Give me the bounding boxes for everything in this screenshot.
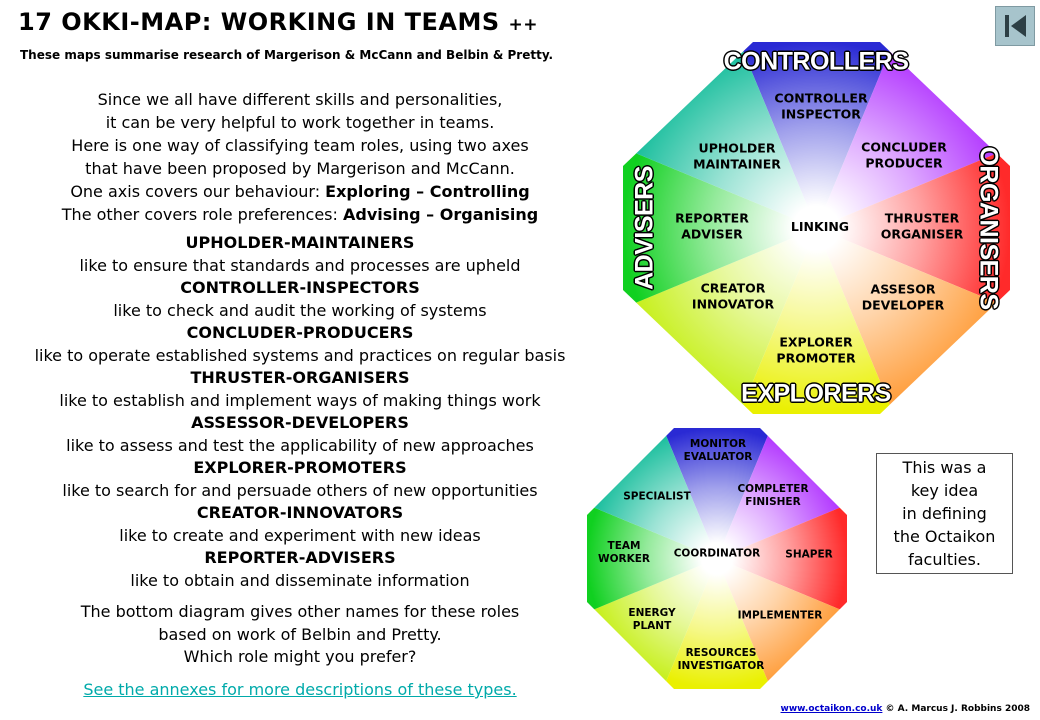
role-name: REPORTER-ADVISERS: [204, 548, 396, 567]
note-line: key idea: [910, 481, 979, 500]
role-reporter-adviser: REPORTER ADVISER: [675, 210, 749, 241]
preferences-axis: Advising – Organising: [343, 205, 539, 224]
role-description: like to establish and implement ways of making things work: [59, 390, 541, 410]
role-name: CREATOR-INNOVATORS: [196, 503, 404, 522]
behaviour-prefix: One axis covers our behaviour:: [70, 182, 326, 201]
behaviour-axis: Exploring – Controlling: [325, 182, 530, 201]
page-title: [18, 8, 538, 36]
role-specialist: SPECIALIST: [623, 490, 691, 503]
intro-line: Since we all have different skills and personalities,: [97, 90, 503, 109]
intro-text: [0, 88, 600, 226]
role-upholder-maintainer: UPHOLDER MAINTAINER: [693, 140, 781, 171]
closing-line: based on work of Belbin and Pretty.: [158, 624, 442, 644]
role-team-worker: TEAM WORKER: [598, 539, 650, 565]
belbin-roles-octagon: [587, 428, 847, 689]
role-explorer-promoter: EXPLORER PROMOTER: [776, 334, 856, 365]
role-creator-innovator: CREATOR INNOVATOR: [691, 280, 775, 311]
role-name: CONTROLLER-INSPECTORS: [180, 278, 420, 297]
back-button[interactable]: [995, 6, 1035, 46]
axis-label-controllers: CONTROLLERS: [723, 47, 909, 76]
role-thruster-organiser: THRUSTER ORGANISER: [880, 210, 964, 241]
intro-line: that have been proposed by Margerison and McCann.: [85, 159, 515, 178]
role-description: like to operate established systems and practices on regular basis: [34, 345, 566, 365]
role-resources-investigator: RESOURCES INVESTIGATOR: [677, 646, 765, 672]
team-roles-octagon: [623, 42, 1010, 414]
note-line: This was a: [902, 458, 987, 477]
key-idea-note: [876, 453, 1013, 574]
note-line: faculties.: [908, 550, 981, 569]
role-name: EXPLORER-PROMOTERS: [193, 458, 407, 477]
axis-label-advisers: ADVISERS: [630, 166, 659, 290]
role-name: UPHOLDER-MAINTAINERS: [185, 233, 415, 252]
role-description: like to assess and test the applicability of new approaches: [66, 435, 534, 455]
role-energy-plant: ENERGY PLANT: [628, 606, 676, 632]
intro-line-behaviour: [0, 180, 600, 203]
role-completer-finisher: COMPLETER FINISHER: [737, 482, 809, 508]
annexes-link[interactable]: See the annexes for more descriptions of these types.: [83, 680, 517, 699]
role-assesor-developer: ASSESOR DEVELOPER: [861, 281, 945, 312]
closing-text: [0, 601, 600, 669]
page-subtitle: These maps summarise research of Margerison & McCann and Belbin & Pretty.: [20, 48, 554, 62]
footer: [781, 704, 1030, 714]
website-link[interactable]: www.octaikon.co.uk: [780, 704, 883, 714]
axis-label-explorers: EXPLORERS: [741, 379, 891, 408]
role-implementer: IMPLEMENTER: [737, 609, 823, 622]
note-line: the Octaikon: [893, 527, 996, 546]
role-description: like to check and audit the working of systems: [113, 300, 487, 320]
closing-line: Which role might you prefer?: [183, 647, 417, 666]
intro-line-preferences: [0, 203, 600, 226]
page-title-suffix: ++: [508, 15, 539, 35]
page-title-text: 17 OKKI-MAP: WORKING IN TEAMS: [18, 8, 500, 36]
closing-line: The bottom diagram gives other names for these roles: [80, 602, 520, 621]
skip-back-icon: [1002, 13, 1028, 39]
role-name: THRUSTER-ORGANISERS: [190, 368, 410, 387]
role-description: like to create and experiment with new ideas: [119, 525, 481, 545]
role-description: like to ensure that standards and processes are upheld: [79, 255, 521, 275]
role-controller-inspector: CONTROLLER INSPECTOR: [774, 90, 868, 121]
role-name: ASSESSOR-DEVELOPERS: [191, 413, 409, 432]
role-monitor-evaluator: MONITOR EVALUATOR: [683, 437, 753, 463]
role-shaper: SHAPER: [785, 548, 833, 561]
copyright-text: © A. Marcus J. Robbins 2008: [882, 704, 1030, 714]
role-concluder-producer: CONCLUDER PRODUCER: [861, 139, 947, 170]
note-line: in defining: [902, 504, 987, 523]
center-linking: LINKING: [790, 219, 850, 235]
axis-label-organisers: ORGANISERS: [974, 146, 1003, 310]
intro-line: Here is one way of classifying team roles, using two axes: [71, 136, 529, 155]
intro-line: it can be very helpful to work together in teams.: [105, 113, 495, 132]
preferences-prefix: The other covers role preferences:: [61, 205, 343, 224]
role-list: [0, 232, 600, 592]
role-description: like to obtain and disseminate information: [130, 570, 470, 590]
center-coordinator: COORDINATOR: [673, 547, 761, 560]
role-name: CONCLUDER-PRODUCERS: [186, 323, 414, 342]
role-description: like to search for and persuade others of new opportunities: [62, 480, 538, 500]
